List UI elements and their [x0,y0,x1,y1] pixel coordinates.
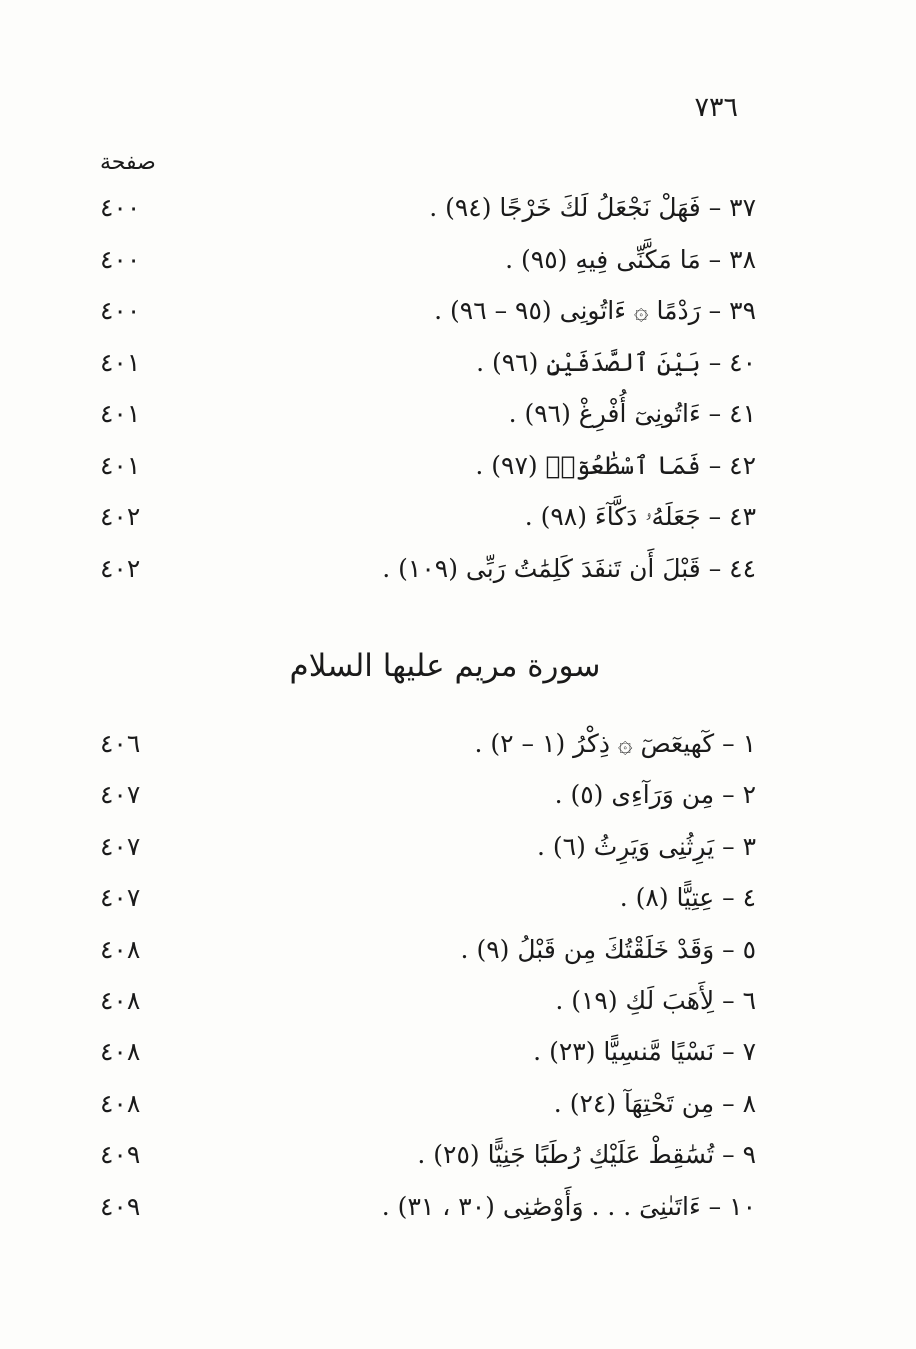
entry-page: ٤٠٧ [100,832,141,861]
index-entry [100,724,756,764]
entry-page: ٤٠٧ [100,883,141,912]
entry-page: ٤٠٨ [100,1089,141,1118]
index-entry [100,981,756,1021]
entry-page: ٤٠٨ [100,935,141,964]
entry-page: ٤٠٠ [100,193,141,222]
entry-text: ٤ – عِتِيًّا (٨) . [619,883,756,912]
index-entry [100,446,756,486]
entry-text: ٦ – لِأَهَبَ لَكِ (١٩) . [555,986,756,1015]
entry-page: ٤٠٠ [100,296,141,325]
page-column-header: صفحة [100,150,156,175]
entry-text: ٤٢ – فَمَا ٱسْطَٰعُوٓا۟ (٩٧) . [475,451,756,480]
entry-text: ٣٩ – رَدْمًا ۞ ءَاتُونِى (٩٥ – ٩٦) . [434,296,756,325]
entry-text: ٩ – تُسَٰقِطْ عَلَيْكِ رُطَبًا جَنِيًّا (٢٥) . [417,1140,756,1169]
index-entry [100,1032,756,1072]
entry-page: ٤٠٩ [100,1192,141,1221]
entry-text: ٤٠ – بَيْنَ ٱلصَّدَفَيْنِ (٩٦) . [476,348,756,377]
entry-text: ٣٨ – مَا مَكَّنِّى فِيهِ (٩٥) . [505,245,756,274]
index-entry [100,1135,756,1175]
index-entry [100,188,756,228]
entry-text: ٣٧ – فَهَلْ نَجْعَلُ لَكَ خَرْجًا (٩٤) . [429,193,756,222]
entry-text: ٣ – يَرِثُنِى وَيَرِثُ (٦) . [536,832,756,861]
index-entry [100,930,756,970]
entry-text: ٢ – مِن وَرَآءِى (٥) . [554,780,756,809]
index-entry [100,827,756,867]
entry-page: ٤٠١ [100,348,141,377]
section-title: سورة مريم عليها السلام [289,648,601,684]
index-entry [100,240,756,280]
entry-text: ٤٣ – جَعَلَهُۥ دَكَّآءَ (٩٨) . [524,502,756,531]
entry-page: ٤٠٧ [100,780,141,809]
index-entry [100,1187,756,1227]
index-entry [100,291,756,331]
index-entry [100,394,756,434]
index-entry [100,549,756,589]
entry-text: ٤١ – ءَاتُونِىٓ أُفْرِغْ (٩٦) . [508,399,756,428]
index-entry [100,878,756,918]
entry-page: ٤٠٠ [100,245,141,274]
entry-page: ٤٠١ [100,399,141,428]
entry-page: ٤٠٨ [100,986,141,1015]
index-entry [100,775,756,815]
entry-page: ٤٠٦ [100,729,141,758]
index-entry [100,1084,756,1124]
entry-page: ٤٠٨ [100,1037,141,1066]
entry-page: ٤٠٩ [100,1140,141,1169]
entry-page: ٤٠٢ [100,554,141,583]
entry-page: ٤٠٢ [100,502,141,531]
index-entry [100,343,756,383]
entry-text: ٨ – مِن تَحْتِهَآ (٢٤) . [553,1089,756,1118]
index-entry [100,497,756,537]
entry-text: ١٠ – ءَاتَىٰنِىَ . . . وَأَوْصَٰنِى (٣٠ ، ٣١) . [381,1192,756,1221]
entry-text: ٤٤ – قَبْلَ أَن تَنفَدَ كَلِمَٰتُ رَبِّى (١٠٩) . [382,554,756,583]
entry-text: ٧ – نَسْيًا مَّنسِيًّا (٢٣) . [533,1037,756,1066]
page-number: ٧٣٦ [694,92,738,123]
entry-text: ١ – كٓهيعٓصٓ ۞ ذِكْرُ (١ – ٢) . [474,729,756,758]
entry-text: ٥ – وَقَدْ خَلَقْتُكَ مِن قَبْلُ (٩) . [460,935,756,964]
entry-page: ٤٠١ [100,451,141,480]
